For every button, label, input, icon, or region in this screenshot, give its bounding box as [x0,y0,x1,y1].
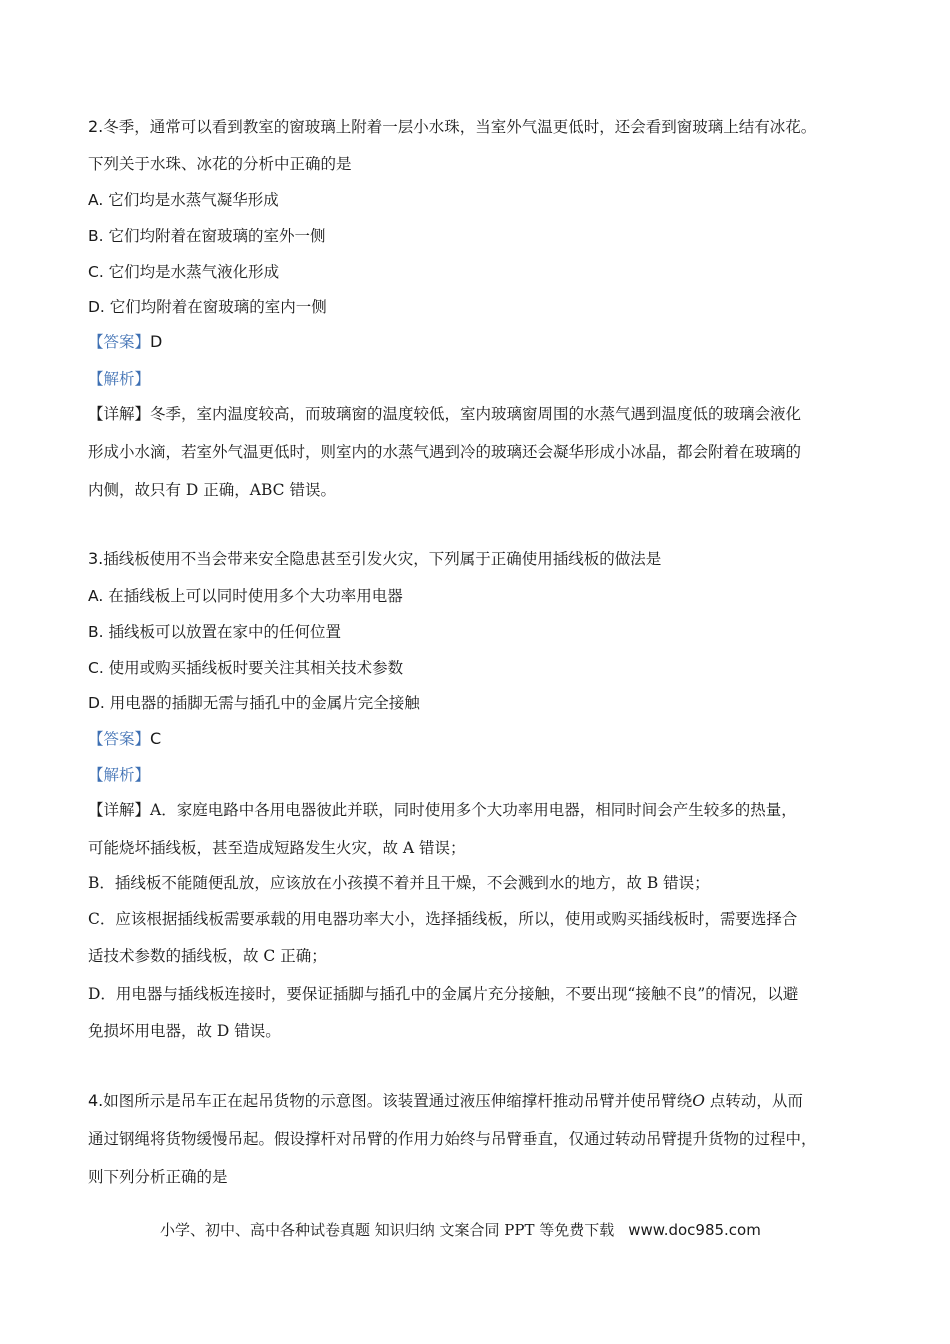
q3-answer [88,728,161,750]
answer-label: 【答案】 [88,730,151,748]
q2-option-d: D. 它们均附着在窗玻璃的室内一侧 [88,298,327,316]
q3-analysis-label: 【解析】 [88,766,151,784]
page-footer [160,1219,761,1241]
q3-stem-line-1: 3.插线板使用不当会带来安全隐患甚至引发火灾，下列属于正确使用插线板的做法是 [88,549,662,568]
point-o-label: O [692,1092,705,1110]
q3-option-d: D. 用电器的插脚无需与插孔中的金属片完全接触 [88,694,420,712]
q2-number: 2. [88,117,104,136]
footer-url[interactable]: www.doc985.com [628,1221,761,1239]
detail-label: 【详解】 [88,405,151,423]
q2-option-b: B. 它们均附着在窗玻璃的室外一侧 [88,227,326,245]
q2-stem-line-2: 下列关于水珠、冰花的分析中正确的是 [88,155,352,173]
q2-detail-line-3: 内侧，故只有 D 正确，ABC 错误。 [88,481,336,499]
q2-option-c: C. 它们均是水蒸气液化形成 [88,263,280,281]
q3-detail-line-2: 可能烧坏插线板，甚至造成短路发生火灾，故 A 错误； [88,839,466,857]
q4-number: 4. [88,1091,104,1110]
q4-stem-line-3: 则下列分析正确的是 [88,1168,228,1186]
q3-detail-line-7: 免损坏用电器，故 D 错误。 [88,1022,281,1040]
q4-stem-line-2: 通过钢绳将货物缓慢吊起。假设撑杆对吊臂的作用力始终与吊臂垂直，仅通过转动吊臂提升货物的过程中， [88,1130,817,1148]
q3-option-a: A. 在插线板上可以同时使用多个大功率用电器 [88,587,403,605]
q4-stem-line-1: 4.如图所示是吊车正在起吊货物的示意图。该装置通过液压伸缩撑杆推动吊臂并使吊臂绕O 点转动，从而 [88,1091,803,1110]
q2-option-a: A. 它们均是水蒸气凝华形成 [88,191,279,209]
q3-detail-line-3: B．插线板不能随便乱放，应该放在小孩摸不着并且干燥，不会溅到水的地方，故 B 错误； [88,874,710,892]
answer-value: C [150,729,162,748]
answer-value: D [150,332,163,351]
q2-detail-line-1: 【详解】冬季，室内温度较高，而玻璃窗的温度较低，室内玻璃窗周围的水蒸气遇到温度低的玻璃会液化 [88,405,802,423]
q3-number: 3. [88,549,104,568]
q3-option-c: C. 使用或购买插线板时要关注其相关技术参数 [88,659,404,677]
q2-analysis-label: 【解析】 [88,370,151,388]
footer-text: 小学、初中、高中各种试卷真题 知识归纳 文案合同 PPT 等免费下载 [160,1221,615,1239]
q3-option-b: B. 插线板可以放置在家中的任何位置 [88,623,341,641]
detail-label: 【详解】 [88,801,151,819]
q2-stem-line-1: 2.冬季，通常可以看到教室的窗玻璃上附着一层小水珠，当室外气温更低时，还会看到窗玻璃上结有冰花。 [88,117,817,136]
q2-detail-line-2: 形成小水滴，若室外气温更低时，则室内的水蒸气遇到冷的玻璃还会凝华形成小冰晶，都会附着在玻璃的 [88,443,802,461]
q3-detail-line-4: C．应该根据插线板需要承载的用电器功率大小，选择插线板，所以，使用或购买插线板时，需要选择合 [88,910,798,928]
answer-label: 【答案】 [88,333,151,351]
q3-detail-line-6: D．用电器与插线板连接时，要保证插脚与插孔中的金属片充分接触，不要出现“接触不良”的情况，以避 [88,985,799,1003]
q3-detail-line-1: 【详解】A．家庭电路中各用电器彼此并联，同时使用多个大功率用电器，相同时间会产生较多的热量， [88,801,797,819]
q3-detail-line-5: 适技术参数的插线板，故 C 正确； [88,947,327,965]
q2-answer [88,331,162,353]
